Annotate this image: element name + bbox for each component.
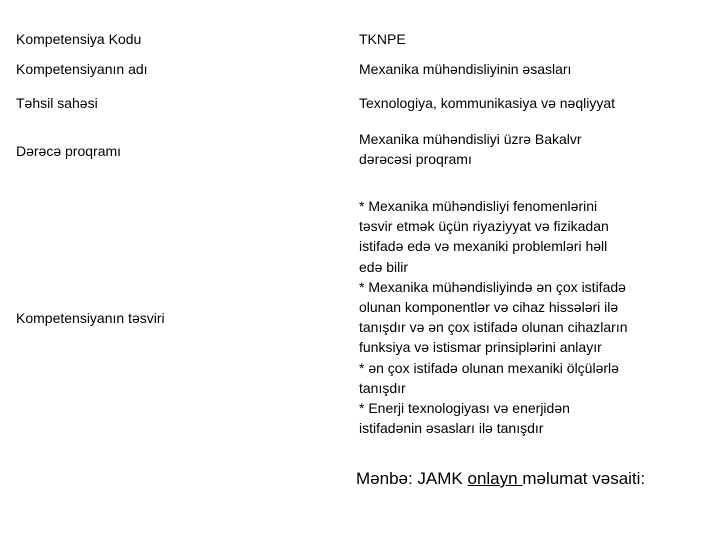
description-line: * Mexanika mühəndisliyi fenomenlərini — [359, 198, 598, 214]
degree-program-line: dərəcəsi proqramı — [359, 151, 472, 168]
row-label-degree-program: Dərəcə proqramı — [16, 143, 122, 159]
row-value-competency-code: TKNPE — [359, 31, 406, 47]
description-line: * ən çox istifadə olunan mexaniki ölçülərlə — [359, 359, 619, 376]
description-line: istifadənin əsasları ilə tanışdır — [359, 420, 544, 437]
description-line: təsvir etmək üçün riyaziyyat və fizikadan — [359, 218, 609, 235]
degree-program-line: Mexanika mühəndisliyi üzrə Bakalvr — [359, 131, 582, 147]
row-value-degree-program — [359, 129, 582, 169]
description-line: * Enerji texnologiyası və enerjidən — [359, 400, 570, 417]
row-label-competency-name: Kompetensiyanın adı — [16, 61, 148, 77]
row-label-competency-description: Kompetensiyanın təsviri — [16, 310, 165, 326]
description-line: olunan komponentlər və cihaz hissələri ilə — [359, 299, 619, 316]
row-value-competency-name: Mexanika mühəndisliyinin əsasları — [359, 61, 572, 77]
source-suffix: məlumat vəsaiti: — [522, 469, 646, 488]
description-line: * Mexanika mühəndisliyində ən çox istifadə — [359, 278, 626, 295]
row-value-education-field: Texnologiya, kommunikasiya və nəqliyyat — [359, 95, 616, 111]
source-prefix: Mənbə: JAMK — [356, 469, 468, 488]
description-line: tanışdır — [359, 379, 406, 396]
row-label-education-field: Təhsil sahəsi — [16, 95, 98, 111]
description-line: funksiya və istismar prinsiplərini anlayır — [359, 339, 602, 356]
description-line: istifadə edə və mexaniki problemləri həll — [359, 238, 608, 255]
source-link[interactable]: onlayn — [467, 469, 523, 488]
source-note — [356, 468, 645, 490]
row-label-competency-code: Kompetensiya Kodu — [16, 31, 142, 47]
row-value-competency-description — [359, 196, 628, 438]
description-line: edə bilir — [359, 258, 409, 275]
description-line: tanışdır və ən çox istifadə olunan cihazların — [359, 319, 628, 336]
